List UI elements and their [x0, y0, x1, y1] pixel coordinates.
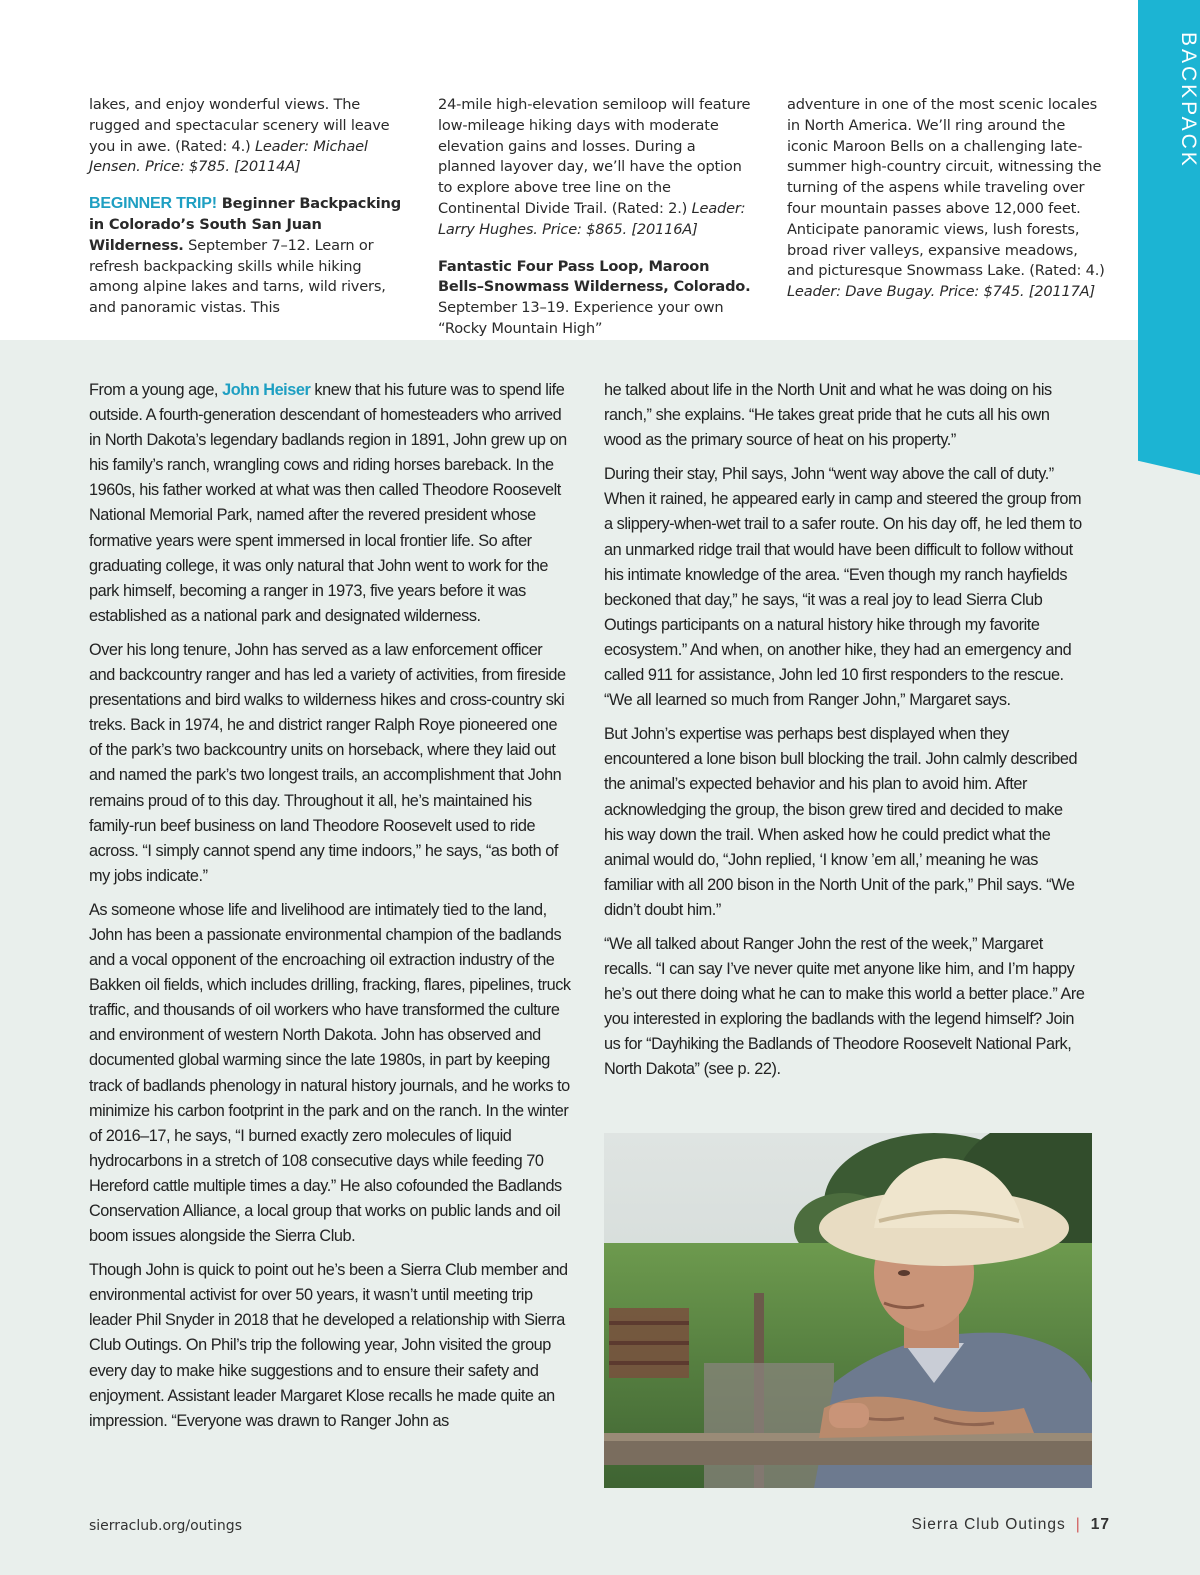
article-text: knew that his future was to spend life outside. A fourth-generation descendant of homesteaders who arrived in North Dakota’s legendary badlands region in 1891, John grew up on his family’s ranch, wrangling cows and riding horses bareback. In the 1960s, his father worked at what was then called Theodore Roosevelt National Memorial Park, named after the revered president whose formative years were spent immersed in local frontier life. So after graduating college, it was only natural that John went to work for the park himself, becoming a ranger in 1973, five years before it was established as a national park and designated wilderness. [89, 381, 567, 625]
trip-paragraph [89, 95, 407, 178]
trip-paragraph [438, 95, 756, 241]
trip-paragraph [89, 194, 407, 319]
article-paragraph: Though John is quick to point out he’s been a Sierra Club member and environmental activist for over 50 years, it wasn’t until meeting trip leader Phil Snyder in 2018 that he developed a relationship with Sierra Club Outings. On Phil’s trip the following year, John visited the group every day to make hike suggestions and to ensure their safety and enjoyment. Assistant leader Margaret Klose recalls he made quite an impression. “Everyone was drawn to Ranger John as [89, 1261, 568, 1430]
trip-title: Beginner Backpacking in Colorado’s South San Juan Wilderness. [89, 195, 401, 254]
article-paragraph: But John’s expertise was perhaps best displayed when they encountered a lone bison bull blocking the trail. John calmly described the animal’s expected behavior and his plan to avoid him. After acknowledging the group, the bison grew tired and decided to make his way down the trail. When asked how he could predict what the animal would do, “John replied, ‘I know ’em all,’ meaning he was familiar with all 200 bison in the North Unit of the park,” Phil says. “We didn’t doubt him.” [604, 725, 1078, 919]
trip-leader-price: Leader: Michael Jensen. Price: $785. [20114A] [89, 137, 368, 176]
article-text: From a young age, [89, 381, 223, 399]
article-paragraph: Over his long tenure, John has served as a law enforcement officer and backcountry ranger and has led a variety of activities, from fireside presentations and bird walks to wilderness hikes and cross-country ski treks. Back in 1974, he and district ranger Ralph Roye pioneered one of the park’s two backcountry units on horseback, where they laid out and named the park’s two longest trails, an accomplishment that John remains proud of to this day. Throughout it all, he’s maintained his family-run beef business on land Theodore Roosevelt used to ride across. “I simply cannot spend any time indoors,” he says, “as both of my jobs indicate.” [89, 640, 566, 885]
trip-title: Fantastic Four Pass Loop, Maroon Bells–Snowmass Wilderness, Colorado. [438, 257, 751, 296]
ranger-portrait-photo [604, 1133, 1092, 1488]
trip-text: September 7–12. Learn or refresh backpacking skills while hiking among alpine lakes and tarns, wild rivers, and panoramic vistas. This [89, 236, 386, 317]
article-paragraph [89, 378, 571, 629]
trip-leader-price: Leader: Dave Bugay. Price: $745. [20117A] [787, 283, 1095, 301]
article-paragraph: As someone whose life and livelihood are intimately tied to the land, John has been a passionate environmental champion of the badlands and a vocal opponent of the encroaching oil extraction industry of the Bakken oil fields, which includes drilling, fracking, flares, pipelines, truck traffic, and thousands of oil workers who have transformed the culture and environment of western North Dakota. John has observed and documented global warming since the late 1980s, in part by keeping track of badlands phenology in natural history journals, and he works to minimize his carbon footprint in the park and on the ranch. In the winter of 2016–17, he says, “I burned exactly zero molecules of liquid hydrocarbons in a stretch of 108 consecutive days while feeding 70 Hereford cattle multiple times a day.” He also cofounded the Badlands Conservation Alliance, a local group that works on public lands and oil boom issues alongside the Sierra Club. [89, 900, 571, 1246]
page-number: 17 [1090, 1516, 1110, 1533]
footer-folio [911, 1516, 1110, 1534]
trip-text: September 13–19. Experience your own “Rocky Mountain High” [438, 299, 724, 337]
section-tab-label: BACKPACK [1177, 31, 1200, 169]
profile-name: John Heiser [222, 381, 311, 399]
article-paragraph: “We all talked about Ranger John the rest of the week,” Margaret recalls. “I can say I’ve never quite met anyone like him, and I’m happy he’s out there doing what he can to make this world a better place.” Are you interested in exploring the badlands with the legend himself? Join us for “Dayhiking the Badlands of Theodore Roosevelt National Park, North Dakota” (see p. 22). [604, 934, 1085, 1079]
trip-leader-price: Leader: Larry Hughes. Price: $865. [20116A] [438, 199, 746, 238]
article-column-left [89, 378, 571, 1443]
article-paragraph: he talked about life in the North Unit and what he was doing on his ranch,” she explains. “He takes great pride that he cuts all his own wood as the primary source of heat on his property.” [604, 381, 1052, 450]
trip-paragraph [438, 257, 756, 340]
article-paragraph: During their stay, Phil says, John “went way above the call of duty.” When it rained, he appeared early in camp and steered the group from a slippery-when-wet trail to a safer route. On his day off, he led them to an unmarked ridge trail that would have been difficult to follow without his intimate knowledge of the area. “Even though my ranch hayfields beckoned that day,” he says, “it was a real joy to lead Sierra Club Outings participants on a natural history hike through my favorite ecosystem.” And when, on another hike, they had an emergency and called 911 for assistance, John led 10 first responders to the rescue. “We all learned so much from Ranger John,” Margaret says. [604, 465, 1082, 710]
trip-column-1 [89, 95, 407, 335]
folio-separator: | [1075, 1516, 1081, 1533]
footer-url: sierraclub.org/outings [89, 1518, 242, 1534]
trip-text: lakes, and enjoy wonderful views. The rugged and spectacular scenery will leave you in awe. (Rated: 4.) [89, 96, 390, 155]
trip-text: adventure in one of the most scenic locales in North America. We’ll ring around the iconic Maroon Bells on a challenging late-summer high-country circuit, witnessing the turning of the aspens while traveling over four mountain passes above 12,000 feet. Anticipate panoramic views, lush forests, broad river valleys, expansive meadows, and picturesque Snowmass Lake. (Rated: 4.) [787, 96, 1105, 280]
trip-column-2 [438, 95, 756, 356]
article-column-right [604, 378, 1086, 1092]
trip-paragraph [787, 95, 1105, 303]
trip-listings [0, 0, 1138, 340]
beginner-trip-tag: BEGINNER TRIP! [89, 195, 217, 213]
trip-column-3 [787, 95, 1105, 319]
trip-text: 24-mile high-elevation semiloop will feature low-mileage hiking days with moderate elevation gains and losses. During a planned layover day, we’ll have the option to explore above tree line on the Continental Divide Trail. (Rated: 2.) [438, 96, 751, 217]
publication-name: Sierra Club Outings [911, 1516, 1066, 1533]
